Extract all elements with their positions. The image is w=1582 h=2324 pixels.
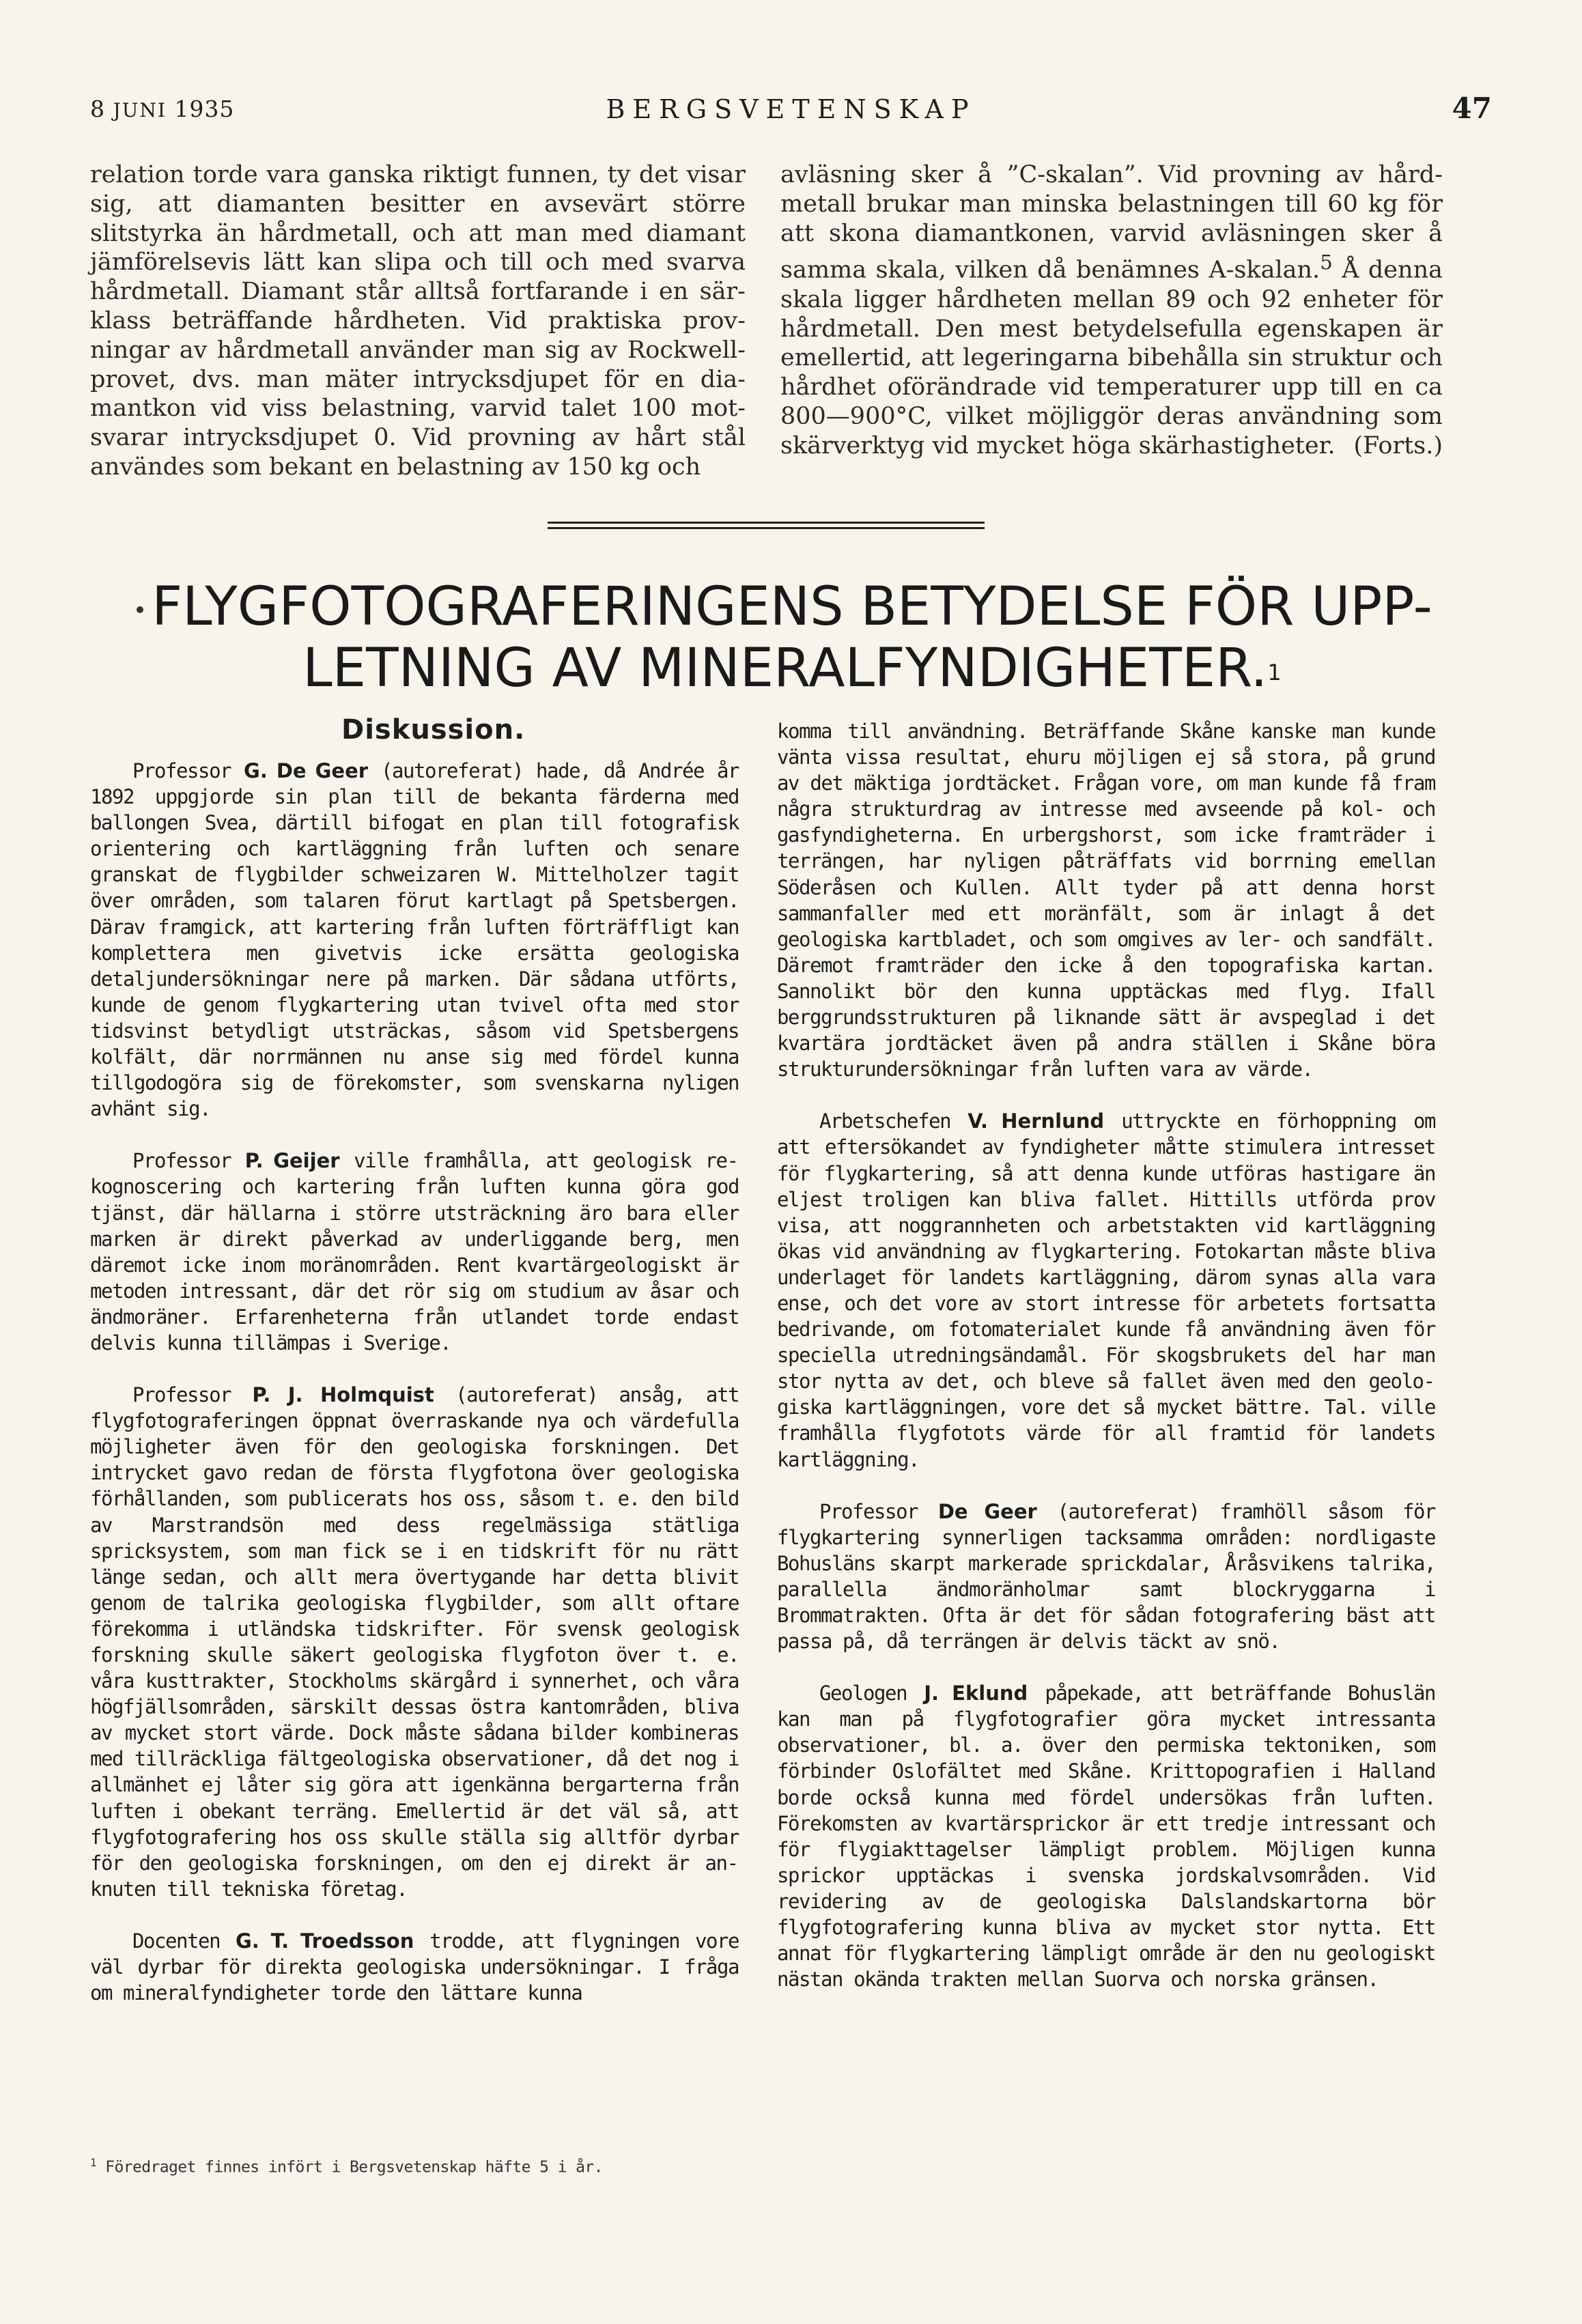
section-divider-top (548, 522, 985, 524)
paragraph-text: (autoreferat) hade, då Andrée år 1892 uppgjorde sin plan till de bekanta färderna med ballongen Svea, därtill bifogat en plan till fotografisk orientering och kartläggning från luften och senare granskat de flygbilder schweizaren W. Mittelholzer tagit över områden, som talaren förut kartlagt på Spetsbergen. Därav framgick, att kartering från luften förträffligt kan komplettera men givetvis icke ersätta geologiska detaljundersökningar nere på marken. Där sådana utförts, kunde de genom flygkartering utan tvivel ofta med stor tidsvinst betydligt utsträckas, såsom vid Spetsbergens kolfält, där norrmännen nu anse sig med fördel kunna tillgodogöra sig de förekomster, som svenskarna nyligen avhänt sig. (90, 759, 739, 1121)
article-left-column (90, 758, 739, 2006)
speaker-name: P. Geijer (244, 1149, 340, 1173)
paragraph-eklund (777, 1680, 1435, 1992)
article-title (137, 576, 1447, 699)
reference-mark: 5 (1320, 251, 1333, 274)
speaker-name: G. T. Troedsson (235, 1929, 414, 1953)
continued-text-right-a: avläsning sker å ”C-skalan”. Vid provning av hårdmetall brukar man minska belastningen till 60 kg för att skona diamantkonen, varvid avläsningen sker å samma skala, vilken då benämnes A-skalan. (780, 161, 1443, 285)
speaker-name: J. Eklund (924, 1682, 1028, 1705)
speaker-name: P. J. Holmquist (252, 1383, 434, 1407)
paragraph-text: (autoreferat) framhöll såsom för flygkartering synnerligen tacksamma områden: nordligaste Bohusläns skarpt markerade sprickdalar, Åråsvikens talrika, parallella ändmoränholmar samt blockryggarna i Brommatrakten. Ofta är det för sådan fotografering bäst att passa på, då terrängen är delvis täckt av snö. (777, 1499, 1435, 1654)
date-year: 1935 (174, 96, 235, 122)
page-header (90, 87, 1492, 135)
speaker-title: Geologen (819, 1682, 924, 1705)
paragraph-troedsson (90, 1928, 739, 2006)
speaker-name: De Geer (937, 1499, 1037, 1523)
date-day: 8 (90, 96, 105, 122)
footnote-text: Föredraget finnes infört i Bergsvetenskap häfte 5 i år. (96, 2158, 603, 2177)
paragraph-geijer (90, 1148, 739, 1356)
continued-text-right (780, 160, 1443, 461)
continued-mark: (Forts.) (1353, 431, 1443, 459)
paragraph-text: ville framhålla, att geologisk rekognoscering och kartering från luften kunna göra god tjänst, där hällarna i större utsträckning äro bara eller marken är direkt påverkad av underliggande berg, men däremot icke inom moränområden. Rent kvartärgeologiskt är metoden intressant, där det rör sig om studium av åsar och ändmoräner. Erfarenheterna från utlandet torde endast delvis kunna tillämpas i Sverige. (90, 1149, 739, 1355)
section-subheading: Diskussion. (341, 714, 526, 746)
speaker-title: Docenten (132, 1929, 236, 1953)
speaker-name: V. Hernlund (967, 1109, 1105, 1133)
article-title-line-2 (137, 638, 1447, 699)
article-right-column (777, 718, 1435, 1992)
continued-article-left-column (90, 160, 746, 482)
paragraph-text: (autoreferat) ansåg, att flygfotograferingen öppnat överraskande nya och värdefulla möjligheter även för den geologiska forskningen. Det intrycket gavo redan de första flygfotona över geologiska förhållanden, som publicerats hos oss, såsom t. e. den bild av Marstrandsön med dess regelmässiga stätliga spricksystem, som man fick se i en tidskrift för nu rätt länge sedan, och allt mera övertygande har detta blivit genom de talrika geologiska flygbilder, som allt oftare förekomma i utländska tidskrifter. För svensk geologisk forskning skulle säkert geologiska flygfoton över t. e. våra kusttrakter, Stockholms skärgård i synnerhet, och våra högfjällsområden, särskilt dessas östra kantområden, bliva av mycket stort värde. Dock måste sådana bilder kombineras med tillräckliga fältgeologiska observationer, då det nog i allmänhet ej låter sig göra att igenkänna bergarterna från luften i obekant terräng. Emellertid är det väl så, att flygfotografering hos oss skulle ställa sig alltför dyrbar för den geologiska forskningen, om den ej direkt är anknuten till tekniska företag. (90, 1383, 739, 1901)
speaker-title: Arbetschefen (819, 1109, 968, 1133)
paragraph-text: trodde, att flygningen vore väl dyrbar för direkta geologiska undersökningar. I fråga om mineralfyndigheter torde den lättare kunna (90, 1929, 739, 2005)
section-divider-bottom (548, 527, 985, 529)
paragraph-hernlund (777, 1108, 1435, 1472)
journal-title: BERGSVETENSKAP (606, 94, 976, 124)
continued-text-right-b: Å denna skala ligger hårdheten mellan 89 och 92 enheter för hårdmetall. Den mest betydelsefulla egenskapen är emellertid, att legeringarna bibehålla sin struktur och hårdhet oförändrade vid temperaturer upp till en ca 800—900°C, vilket möjliggör deras användning som skärverktyg vid mycket höga skärhastigheter. (780, 257, 1443, 459)
footnote (90, 2156, 739, 2177)
paragraph-holmquist (90, 1382, 739, 1902)
speaker-title: Professor (819, 1499, 938, 1523)
paragraph-troedsson-continued: komma till användning. Beträffande Skåne kanske man kunde vänta vissa resultat, ehuru möjligen ej så stora, på grund av det mäktiga jordtäcket. Frågan vore, om man kunde få fram några strukturdrag av intresse med avseende på kol- och gasfyndigheterna. En urbergshorst, som icke framträder i terrängen, har nyligen påträffats vid borrning emellan Söderåsen och Kullen. Allt tyder på att denna horst sammanfaller med ett moränfält, som är inlagt å det geologiska kartbladet, och som omgives av ler- och sandfält. Däremot framträder den icke å den topografiska kartan. Sannolikt bör den kunna upptäckas med flyg. Ifall berggrundsstrukturen på liknande sätt är avspeglad i det kvartära jordtäcket även på andra ställen i Skåne böra strukturundersökningar från luften vara av värde. (777, 720, 1435, 1081)
speaker-title: Professor (132, 1149, 245, 1173)
paragraph-de-geer (90, 758, 739, 1122)
continued-article-right-column (780, 160, 1443, 461)
article-title-line-2-text: LETNING AV MINERALFYNDIGHETER. (302, 638, 1268, 699)
paragraph-text: påpekade, att beträffande Bohuslän kan man på flygfotografier göra mycket intressanta observationer, bl. a. över den permiska tektoniken, som förbinder Oslofältet med Skåne. Krittopografien i Halland borde också kunna med fördel undersökas från luften. Förekomsten av kvartärsprickor är ett tredje intressant och för flygiakttagelser lämpligt problem. Möjligen kunna sprickor upptäckas i svenska jordskalvsområden. Vid revidering av de geologiska Dalslandskartorna bör flygfotografering kunna bliva av mycket stor nytta. Ett annat för flygkartering lämpligt område är den nu geologiskt nästan okända trakten mellan Suorva och norska gränsen. (777, 1682, 1435, 1992)
article-title-line-1: FLYGFOTOGRAFERINGENS BETYDELSE FÖR UPP- (152, 576, 1432, 638)
paragraph-de-geer-2 (777, 1499, 1435, 1655)
footnote-mark: 1 (90, 2156, 97, 2169)
title-footnote-mark: 1 (1267, 660, 1282, 685)
speaker-name: G. De Geer (244, 759, 369, 782)
date-month: JUNI (113, 99, 167, 122)
speaker-title: Professor (132, 759, 244, 782)
page-number: 47 (1452, 91, 1492, 125)
paragraph-text: uttryckte en förhoppning om att eftersökandet av fyndigheter måtte stimulera intresset för flygkartering, så att denna kunde utföras hastigare än eljest troligen kan bliva fallet. Hittills utförda prov visa, att noggrannheten och arbetstakten vid kartläggning ökas vid användning av flygkartering. Fotokartan måste bliva underlaget för landets kartläggning, därom synas alla vara ense, och det vore av stort intresse för arbetets fortsatta bedrivande, om fotomaterialet kunde få användning även för speciella utredningsändamål. För skogsbrukets del har man stor nytta av det, och bleve så fallet även med den geologiska kartläggningen, vore det så mycket bättre. Tal. ville framhålla flygfotots värde för all framtid för landets kartläggning. (777, 1109, 1436, 1471)
speaker-title: Professor (132, 1383, 253, 1407)
continued-text-left: relation torde vara ganska riktigt funnen, ty det visar sig, att diamanten besitter en avsevärt större slitstyrka än hårdmetall, och att man med diamant jämförelsevis lätt kan slipa och till och med svarva hårdmetall. Diamant står alltså fortfarande i en särklass beträffande hårdheten. Vid praktiska provningar av hårdmetall använder man sig av Rockwellprovet, dvs. man mäter intrycksdjupet för en diamantkon vid viss belastning, varvid talet 100 motsvarar intrycksdjupet 0. Vid provning av hårt stål användes som bekant en belastning av 150 kg och (90, 161, 746, 481)
